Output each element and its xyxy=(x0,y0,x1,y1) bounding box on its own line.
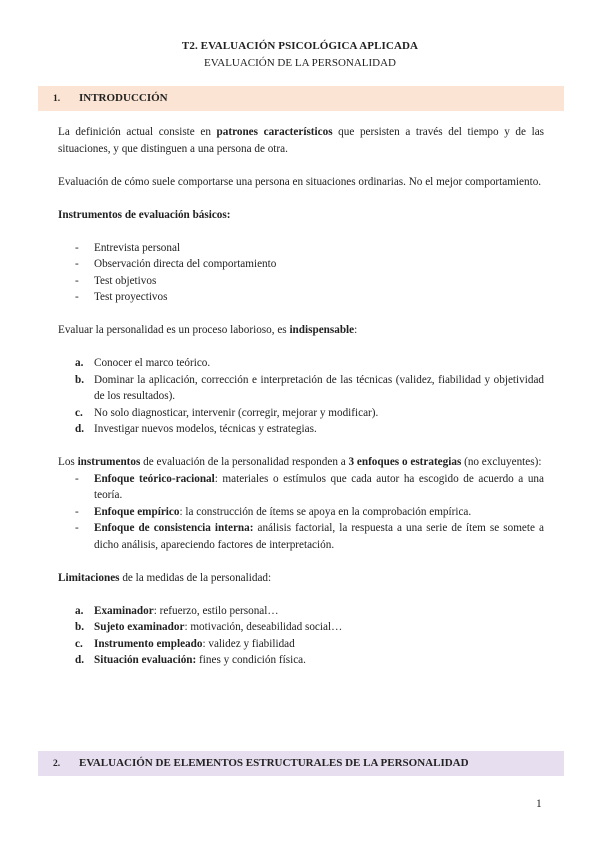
section-title: EVALUACIÓN DE ELEMENTOS ESTRUCTURALES DE LA PERSONALIDAD xyxy=(79,757,469,769)
list-item: c. Instrumento empleado: validez y fiabilidad xyxy=(75,637,295,650)
instrumentos-list xyxy=(58,240,544,306)
list-item: b. Sujeto examinador: motivación, deseabilidad social… xyxy=(75,621,343,633)
section-title: INTRODUCCIÓN xyxy=(79,92,168,104)
list-item: d. Situación evaluación: fines y condición física. xyxy=(75,654,306,666)
limitaciones-list xyxy=(58,603,544,669)
list-item: c. No solo diagnosticar, intervenir (corregir, mejorar y modificar). xyxy=(75,406,379,419)
paragraph: Evaluación de cómo suele comportarse una persona en situaciones ordinarias. No el mejor comportamiento. xyxy=(58,175,542,188)
list-item: d. Investigar nuevos modelos, técnicas y estrategias. xyxy=(75,423,317,435)
paragraph: Los instrumentos de evaluación de la personalidad responden a 3 enfoques o estrategias (no excluyentes): xyxy=(58,456,542,468)
list-item: - Entrevista personal xyxy=(75,241,181,254)
section-1-content xyxy=(58,124,544,669)
list-item: - Observación directa del comportamiento xyxy=(75,258,277,270)
list-item: - Test objetivos xyxy=(75,274,157,287)
section-heading-2 xyxy=(38,751,564,776)
enfoques-list xyxy=(58,471,544,554)
list-item: - Enfoque empírico: la construcción de ítems se apoya en la comprobación empírica. xyxy=(75,505,472,518)
document-subtitle: EVALUACIÓN DE LA PERSONALIDAD xyxy=(204,57,396,69)
list-item: - Test proyectivos xyxy=(75,291,168,303)
section-number: 1. xyxy=(53,94,61,104)
list-item: a. Examinador: refuerzo, estilo personal… xyxy=(75,604,279,617)
section-number: 2. xyxy=(53,759,61,769)
paragraph: Evaluar la personalidad es un proceso laborioso, es indispensable: xyxy=(58,324,358,336)
steps-list xyxy=(58,355,544,438)
document-title: T2. EVALUACIÓN PSICOLÓGICA APLICADA xyxy=(181,40,419,52)
page-number: 1 xyxy=(536,798,542,810)
list-item: a. Conocer el marco teórico. xyxy=(75,357,211,369)
paragraph: La definición actual consiste en patrones característicos que persisten a través del tiempo y de las situaciones, y que distinguen a una persona de otra. xyxy=(58,126,545,155)
list-item: - Enfoque de consistencia interna: análisis factorial, la respuesta a una serie de ítem se somete a dicho análisis, apareciendo factores de interpretación. xyxy=(75,522,544,551)
list-item: - Enfoque teórico-racional: materiales o estímulos que cada autor ha escogido de acuerdo a una teoría. xyxy=(75,472,544,501)
paragraph: Limitaciones de la medidas de la personalidad: xyxy=(58,571,272,584)
section-heading-1 xyxy=(38,86,564,111)
list-item: b. Dominar la aplicación, corrección e interpretación de las técnicas (validez, fiabilidad y objetividad de los resultados). xyxy=(75,373,544,402)
subheading: Instrumentos de evaluación básicos: xyxy=(58,208,231,221)
